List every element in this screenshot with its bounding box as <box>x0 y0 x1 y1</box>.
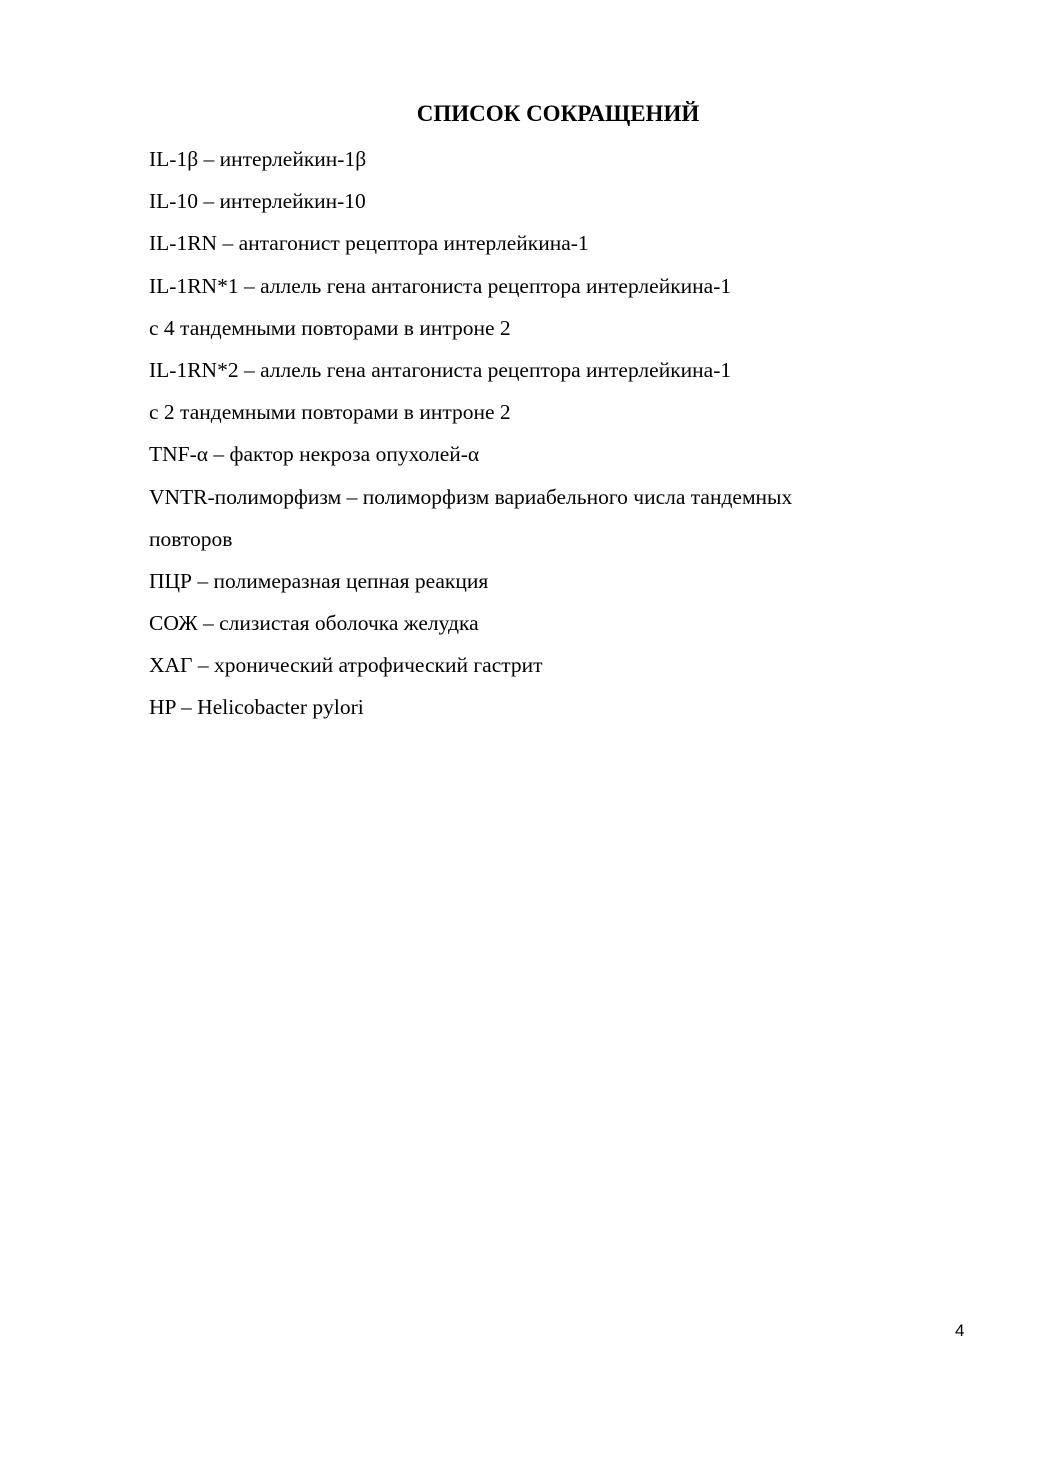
abbreviation-line: IL-10 – интерлейкин-10 <box>149 189 366 214</box>
abbreviation-line: TNF-α – фактор некроза опухолей-α <box>149 442 480 467</box>
page-title: СПИСОК СОКРАЩЕНИЙ <box>416 101 700 126</box>
abbreviation-line: VNTR-полиморфизм – полиморфизм вариабельного числа тандемных <box>149 484 793 509</box>
abbreviation-line: ПЦР – полимеразная цепная реакция <box>149 568 489 593</box>
abbreviation-line: IL-1β – интерлейкин-1β <box>149 147 367 171</box>
abbreviation-line: ХАГ – хронический атрофический гастрит <box>149 653 543 678</box>
page-number: 4 <box>955 1321 965 1340</box>
abbreviation-line-continuation: повторов <box>149 526 233 551</box>
abbreviation-line: IL-1RN – антагонист рецептора интерлейкина-1 <box>149 231 589 256</box>
abbreviation-line: IL-1RN*2 – аллель гена антагониста рецептора интерлейкина-1 <box>149 357 732 382</box>
abbreviations-list <box>149 138 929 729</box>
abbreviation-line: IL-1RN*1 – аллель гена антагониста рецептора интерлейкина-1 <box>149 273 732 298</box>
abbreviation-line: HP – Helicobacter pylori <box>149 695 364 720</box>
abbreviation-line-continuation: с 4 тандемными повторами в интроне 2 <box>149 315 511 340</box>
abbreviation-line: СОЖ – слизистая оболочка желудка <box>149 611 479 636</box>
abbreviation-line-continuation: с 2 тандемными повторами в интроне 2 <box>149 400 511 425</box>
